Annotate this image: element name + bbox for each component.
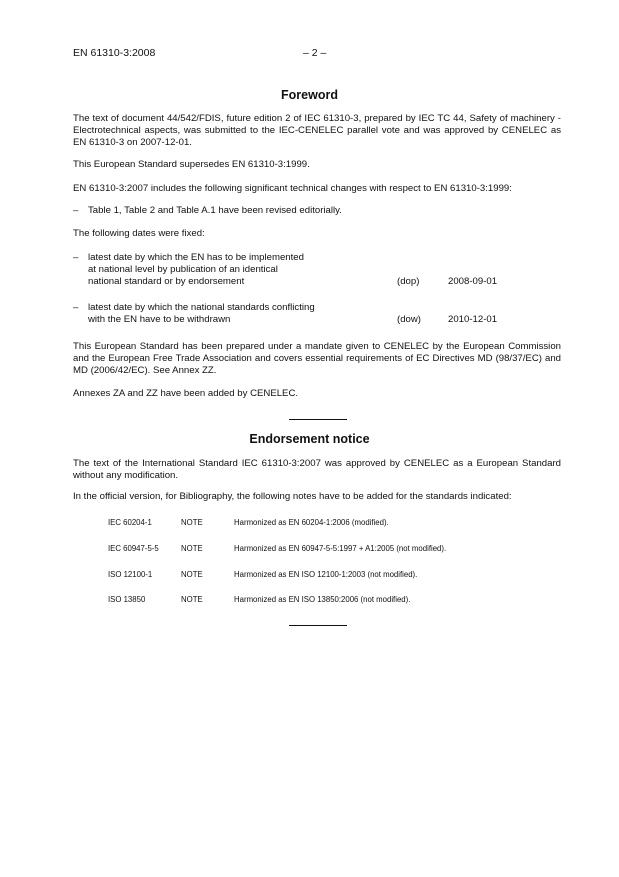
date-value: 2008-09-01 <box>448 276 498 287</box>
date-code: (dow) <box>397 314 421 325</box>
date-item-line: latest date by which the national standards conflicting <box>88 302 315 313</box>
note-text: Harmonized as EN ISO 13850:2006 (not modified). <box>234 595 411 604</box>
date-item-line: national standard or by endorsement <box>88 276 245 287</box>
foreword-title: Foreword <box>281 88 338 102</box>
foreword-paragraph-2: This European Standard supersedes EN 61310-3:1999. <box>73 159 310 170</box>
note-standard: IEC 60947-5-5 <box>108 544 159 553</box>
dates-intro: The following dates were fixed: <box>73 228 205 239</box>
date-item-dash: – <box>73 252 79 263</box>
endorsement-paragraph-1: The text of the International Standard IEC 61310-3:2007 was approved by CENELEC as a European Standard without any modification. <box>73 458 561 481</box>
date-code: (dop) <box>397 276 420 287</box>
foreword-paragraph-3: EN 61310-3:2007 includes the following significant technical changes with respect to EN 61310-3:1999: <box>73 183 512 194</box>
change-list-dash: – <box>73 205 79 216</box>
foreword-paragraph-1: The text of document 44/542/FDIS, future edition 2 of IEC 61310-3, prepared by IEC TC 44, Safety of machinery - Electrotechnical aspects, was submitted to the IEC-CENELEC parallel vote and was approved by CENELEC as EN 61310-3 on 2007-12-01. <box>73 113 561 148</box>
document-id: EN 61310-3:2008 <box>73 47 156 59</box>
foreword-paragraph-4: This European Standard has been prepared under a mandate given to CENELEC by the European Commission and the European Free Trade Association and covers essential requirements of EC Directives MD (98/37/EC) and MD (2006/42/EC). See Annex ZZ. <box>73 341 561 376</box>
date-value: 2010-12-01 <box>448 314 498 325</box>
endorsement-title: Endorsement notice <box>249 432 370 446</box>
note-text: Harmonized as EN 60204-1:2006 (modified). <box>234 518 389 527</box>
foreword-paragraph-5: Annexes ZA and ZZ have been added by CENELEC. <box>73 388 299 399</box>
note-label: NOTE <box>181 595 203 604</box>
note-label: NOTE <box>181 544 203 553</box>
change-list-item: Table 1, Table 2 and Table A.1 have been revised editorially. <box>88 205 342 216</box>
end-divider <box>289 625 347 626</box>
page-number: – 2 – <box>303 47 327 59</box>
note-label: NOTE <box>181 518 203 527</box>
date-item-line: with the EN have to be withdrawn <box>88 314 231 325</box>
note-standard: IEC 60204-1 <box>108 518 152 527</box>
note-text: Harmonized as EN 60947-5-5:1997 + A1:2005 (not modified). <box>234 544 447 553</box>
note-standard: ISO 12100-1 <box>108 570 153 579</box>
note-standard: ISO 13850 <box>108 595 146 604</box>
date-item-dash: – <box>73 302 79 313</box>
endorsement-paragraph-2: In the official version, for Bibliography, the following notes have to be added for the standards indicated: <box>73 491 512 502</box>
date-item-line: at national level by publication of an identical <box>88 264 278 275</box>
note-label: NOTE <box>181 570 203 579</box>
note-text: Harmonized as EN ISO 12100-1:2003 (not modified). <box>234 570 418 579</box>
date-item-line: latest date by which the EN has to be implemented <box>88 252 304 263</box>
section-divider <box>289 419 347 420</box>
